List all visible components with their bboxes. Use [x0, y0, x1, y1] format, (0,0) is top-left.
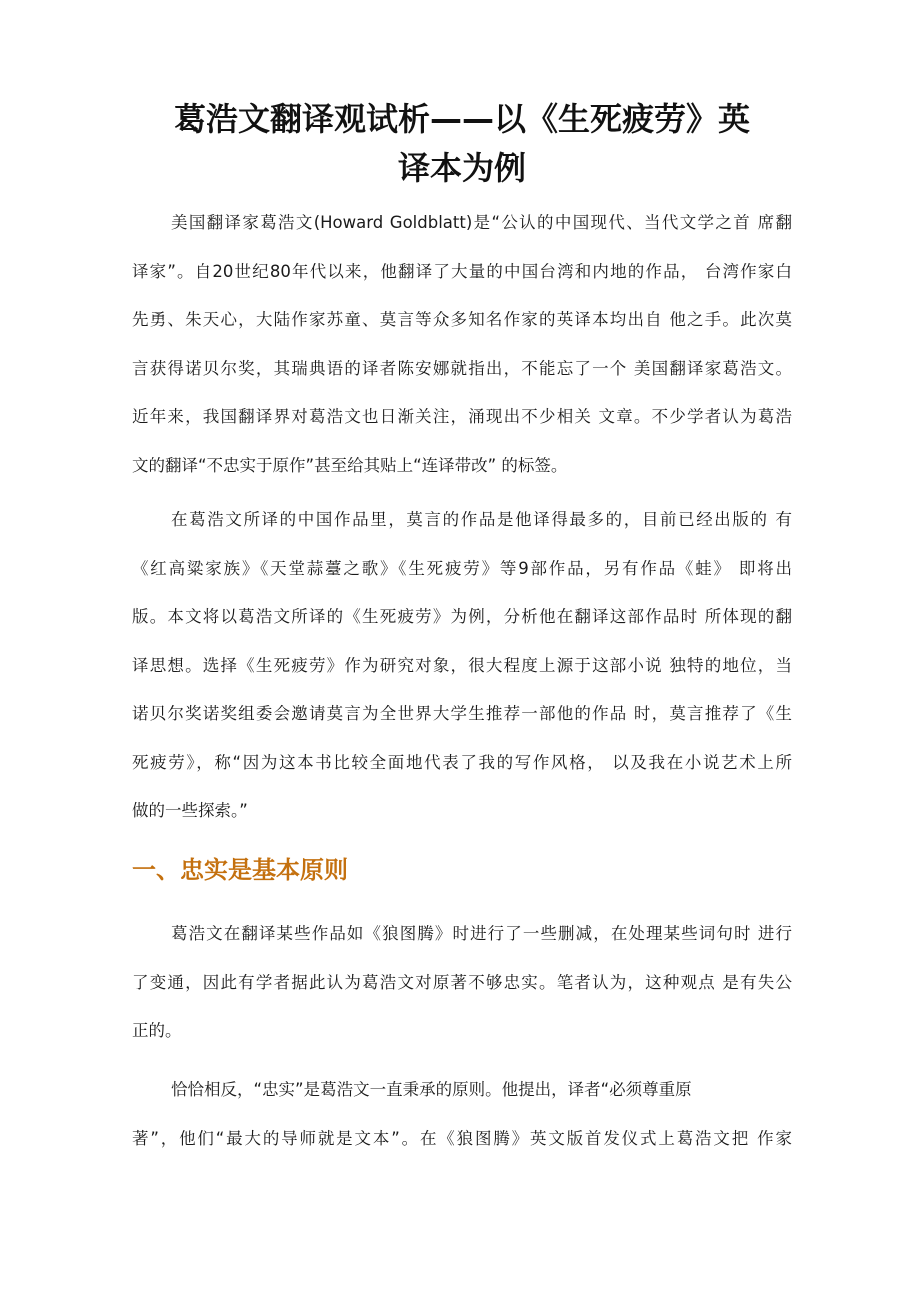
paragraph-3 — [132, 910, 792, 1056]
paragraph-line: 美国翻译家葛浩文(Howard Goldblatt)是“公认的中国现代、当代文学之首 席翻 — [171, 213, 792, 232]
section-heading: 一、忠实是基本原则 — [132, 856, 348, 884]
paragraph-line: 言获得诺贝尔奖，其瑞典语的译者陈安娜就指出，不能忘了一个 美国翻译家葛浩文。 — [132, 358, 792, 378]
paragraph-line: 葛浩文在翻译某些作品如《狼图腾》时进行了一些删减，在处理某些词句时 进行 — [171, 924, 792, 943]
paragraph-line: 死疲劳》，称“因为这本书比较全面地代表了我的写作风格， 以及我在小说艺术上所 — [132, 752, 792, 772]
paragraph-line: 版。本文将以葛浩文所译的《生死疲劳》为例，分析他在翻译这部作品时 所体现的翻 — [132, 607, 792, 626]
paragraph-line: 《红高粱家族》《天堂蒜薹之歌》《生死疲劳》等9部作品，另有作品《蛙》 即将出 — [132, 558, 792, 578]
paragraph-line: 著”，他们“最大的导师就是文本”。在《狼图腾》英文版首发仪式上葛浩文把 作家 — [132, 1128, 792, 1148]
paragraph-line: 在葛浩文所译的中国作品里，莫言的作品是他译得最多的，目前已经出版的 有 — [171, 510, 792, 529]
document-title-line-2: 译本为例 — [397, 149, 526, 187]
document-title-line-1: 葛浩文翻译观试析——以《生死疲劳》英 — [173, 100, 750, 138]
paragraph-2 — [132, 496, 792, 836]
paragraph-line: 先勇、朱天心，大陆作家苏童、莫言等众多知名作家的英译本均出自 他之手。此次莫 — [132, 310, 792, 329]
paragraph-line: 了变通，因此有学者据此认为葛浩文对原著不够忠实。笔者认为，这种观点 是有失公 — [132, 972, 792, 992]
paragraph-line: 恰恰相反，“忠实”是葛浩文一直秉承的原则。他提出，译者“必须尊重原 — [171, 1080, 692, 1099]
paragraph-line: 译家”。自20世纪80年代以来，他翻译了大量的中国台湾和内地的作品， 台湾作家白 — [132, 261, 792, 281]
paragraph-4 — [132, 1066, 792, 1163]
paragraph-line: 做的一些探索。” — [132, 801, 248, 820]
paragraph-line: 近年来，我国翻译界对葛浩文也日渐关注，涌现出不少相关 文章。不少学者认为葛浩 — [132, 407, 792, 426]
paragraph-line: 文的翻译“不忠实于原作”甚至给其贴上“连译带改” 的标签。 — [132, 455, 568, 475]
paragraph-line: 译思想。选择《生死疲劳》作为研究对象，很大程度上源于这部小说 独特的地位，当 — [132, 655, 792, 675]
paragraph-line: 正的。 — [132, 1021, 182, 1040]
paragraph-1 — [132, 199, 792, 490]
paragraph-line: 诺贝尔奖诺奖组委会邀请莫言为全世界大学生推荐一部他的作品 时，莫言推荐了《生 — [132, 704, 792, 723]
